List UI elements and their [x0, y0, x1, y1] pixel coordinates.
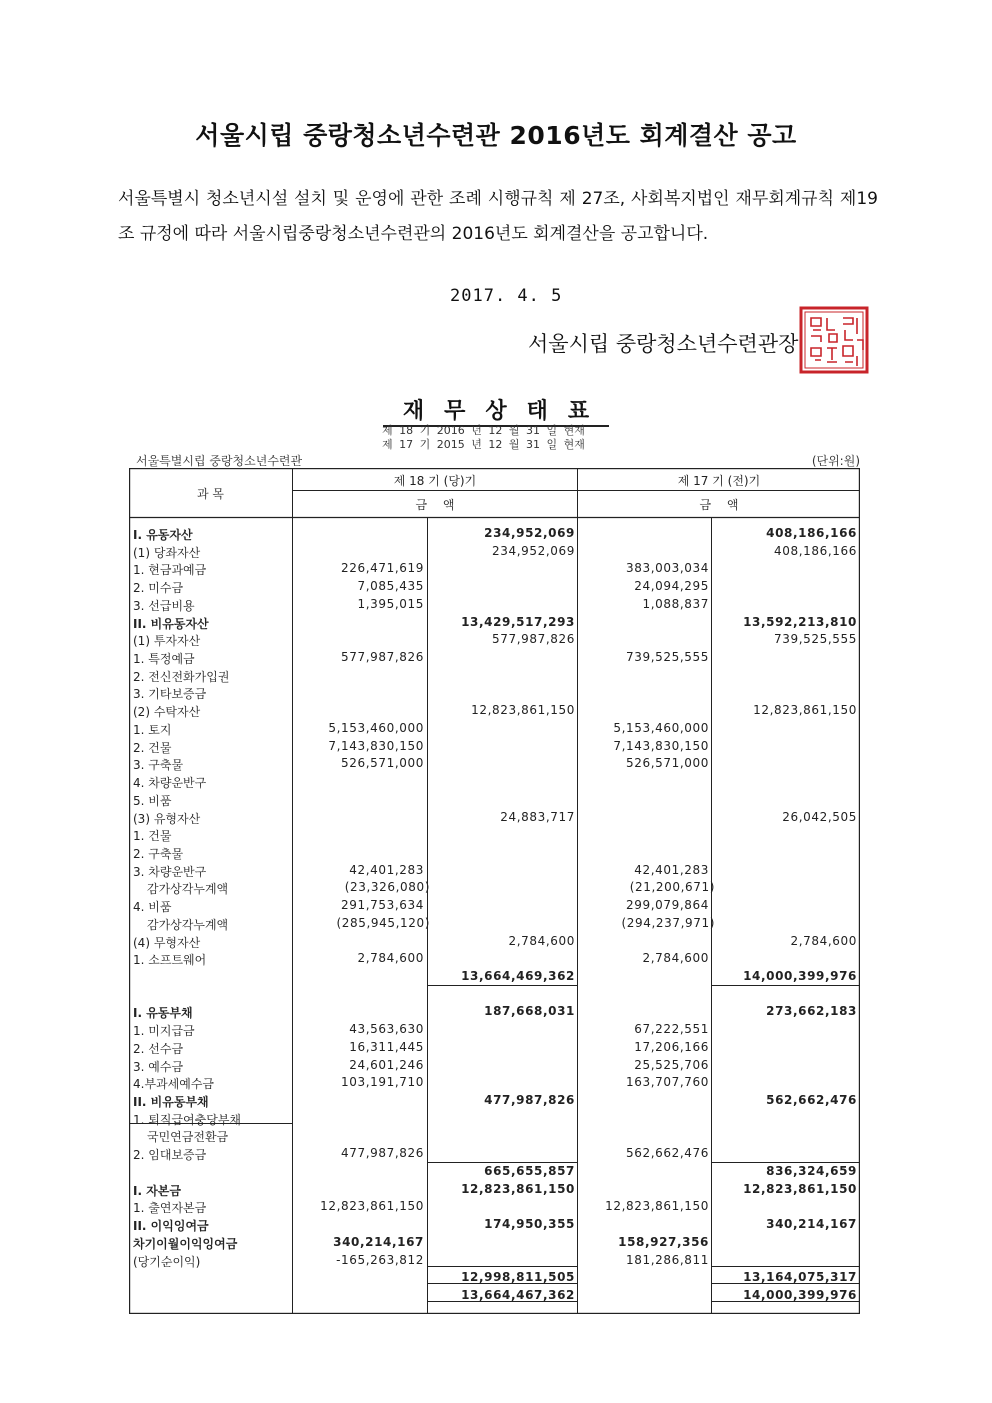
account-label: 4. 차량운반구 [133, 776, 207, 791]
table-row [129, 1110, 860, 1128]
table-row [129, 1216, 860, 1234]
current-detail-amount: 16,311,445 [349, 1039, 424, 1054]
current-detail-amount: (23,326,080) [344, 880, 430, 895]
table-row [129, 560, 860, 578]
current-total-amount: 12,823,861,150 [471, 703, 575, 718]
current-detail-amount: 340,214,167 [333, 1234, 424, 1249]
previous-total-amount: 408,186,166 [766, 526, 857, 540]
period-previous: 제 17 기 2015 년 12 월 31 일 현재 [382, 438, 585, 451]
current-detail-amount: 226,471,619 [341, 561, 424, 576]
account-label: 3. 선급비용 [133, 598, 195, 613]
table-row [129, 809, 860, 827]
previous-total-amount: 408,186,166 [774, 543, 857, 558]
current-total-amount: 234,952,069 [484, 526, 575, 540]
period-current: 제 18 기 2016 년 12 월 31 일 현재 [382, 424, 585, 437]
issuer-name: 서울시립 중랑청소년수련관장 [528, 332, 799, 356]
account-label: 3. 기타보증금 [133, 687, 207, 702]
current-total-amount: 12,998,811,505 [461, 1270, 575, 1285]
current-detail-amount: 1,395,015 [357, 596, 424, 611]
previous-detail-amount: (21,200,671) [629, 880, 715, 895]
account-label: 1. 특정예금 [133, 652, 195, 667]
table-row [129, 1234, 860, 1252]
account-label: (3) 유형자산 [133, 811, 201, 826]
current-total-amount: 12,823,861,150 [461, 1181, 575, 1196]
current-detail-amount: (285,945,120) [336, 915, 430, 930]
previous-detail-amount: 7,143,830,150 [613, 738, 709, 753]
account-label: 1. 미지급금 [133, 1024, 195, 1039]
previous-total-amount: 13,164,075,317 [743, 1270, 857, 1285]
total-row [129, 1287, 860, 1305]
header-current-period: 제 18 기 (당)기 [393, 474, 477, 488]
account-label: 2. 건물 [133, 740, 172, 755]
table-row [129, 667, 860, 685]
current-total-amount: 2,784,600 [508, 933, 575, 948]
total-row [129, 968, 860, 986]
previous-total-amount: 836,324,659 [766, 1163, 857, 1178]
account-label: 차기이월이익잉여금 [133, 1236, 238, 1251]
table-row [129, 1145, 860, 1163]
previous-total-amount: 14,000,399,976 [743, 1287, 857, 1302]
account-label: 국민연금전환금 [147, 1130, 229, 1145]
account-label: 1. 토지 [133, 722, 172, 737]
account-label: 2. 선수금 [133, 1041, 184, 1056]
account-label: (당기순이익) [133, 1254, 201, 1269]
current-detail-amount: 24,601,246 [349, 1057, 424, 1072]
table-row [129, 791, 860, 809]
current-detail-amount: 577,987,826 [341, 650, 424, 665]
account-label: I. 자본금 [133, 1183, 181, 1198]
table-row [129, 826, 860, 844]
current-detail-amount: 42,401,283 [349, 862, 424, 877]
header-account: 과 목 [197, 487, 224, 501]
current-detail-amount: 5,153,460,000 [328, 720, 424, 735]
account-label: 1. 현금과예금 [133, 563, 207, 578]
notice-date: 2017. 4. 5 [450, 286, 563, 306]
table-row [129, 915, 860, 933]
account-label: I. 유동자산 [133, 528, 193, 542]
previous-detail-amount: 5,153,460,000 [613, 720, 709, 735]
account-label: 감가상각누계액 [147, 917, 229, 932]
previous-detail-amount: 12,823,861,150 [605, 1199, 709, 1214]
account-label: (2) 수탁자산 [133, 705, 201, 720]
previous-detail-amount: (294,237,971) [621, 915, 715, 930]
organization-name: 서울특별시립 중랑청소년수련관 [136, 454, 303, 468]
current-detail-amount: 2,784,600 [357, 951, 424, 966]
table-row [129, 1198, 860, 1216]
previous-total-amount: 12,823,861,150 [743, 1181, 857, 1196]
table-row [129, 631, 860, 649]
balance-sheet-table [129, 468, 860, 1314]
account-label: (1) 투자자산 [133, 634, 201, 649]
current-detail-amount: 43,563,630 [349, 1022, 424, 1037]
account-label: II. 비유동자산 [133, 616, 209, 631]
current-detail-amount: 526,571,000 [341, 756, 424, 771]
account-label: (1) 당좌자산 [133, 545, 201, 560]
current-total-amount: 577,987,826 [492, 632, 575, 647]
current-detail-amount: 291,753,634 [341, 898, 424, 913]
table-row [129, 879, 860, 897]
table-row [129, 755, 860, 773]
previous-detail-amount: 299,079,864 [626, 898, 709, 913]
previous-detail-amount: 158,927,356 [618, 1234, 709, 1249]
current-detail-amount: 12,823,861,150 [320, 1199, 424, 1214]
account-label: 3. 예수금 [133, 1059, 184, 1074]
account-label: 2. 임대보증금 [133, 1148, 207, 1163]
previous-detail-amount: 2,784,600 [642, 951, 709, 966]
table-row [129, 578, 860, 596]
current-total-amount: 13,664,467,362 [461, 1287, 575, 1302]
previous-total-amount: 562,662,476 [766, 1093, 857, 1108]
account-label: 1. 소프트웨어 [133, 953, 207, 968]
previous-detail-amount: 17,206,166 [634, 1039, 709, 1054]
table-row [129, 1021, 860, 1039]
previous-detail-amount: 25,525,706 [634, 1057, 709, 1072]
header-previous-period: 제 17 기 (전)기 [677, 474, 761, 488]
previous-total-amount: 340,214,167 [766, 1217, 857, 1232]
table-row [129, 738, 860, 756]
account-label: 4. 비품 [133, 900, 172, 915]
previous-total-amount: 12,823,861,150 [753, 703, 857, 718]
total-row [129, 1163, 860, 1181]
table-row [129, 773, 860, 791]
account-label: 3. 차량운반구 [133, 864, 207, 879]
table-row [129, 1003, 860, 1021]
notice-title: 서울시립 중랑청소년수련관 2016년도 회계결산 공고 [195, 121, 797, 150]
previous-detail-amount: 739,525,555 [626, 650, 709, 665]
current-detail-amount: 7,143,830,150 [328, 738, 424, 753]
current-total-amount: 477,987,826 [484, 1093, 575, 1108]
previous-total-amount: 273,662,183 [766, 1004, 857, 1019]
account-label: 1. 퇴직급여충당부채 [133, 1112, 242, 1127]
account-label: 1. 건물 [133, 829, 172, 844]
table-row [129, 897, 860, 915]
table-row [129, 1252, 860, 1270]
previous-total-amount: 26,042,505 [782, 809, 857, 824]
current-total-amount: 174,950,355 [484, 1217, 575, 1232]
account-label: 2. 미수금 [133, 581, 184, 596]
previous-total-amount: 13,592,213,810 [743, 614, 857, 629]
account-label: (4) 무형자산 [133, 935, 201, 950]
table-row [129, 614, 860, 632]
current-total-amount: 234,952,069 [492, 543, 575, 558]
table-row [129, 933, 860, 951]
account-label: 감가상각누계액 [147, 882, 229, 897]
table-row [129, 702, 860, 720]
table-row [129, 1039, 860, 1057]
official-seal-icon [799, 306, 869, 374]
account-label: I. 유동부채 [133, 1006, 193, 1021]
current-total-amount: 187,668,031 [484, 1004, 575, 1019]
table-row [129, 596, 860, 614]
account-label: II. 이익잉여금 [133, 1219, 209, 1234]
table-row [129, 844, 860, 862]
previous-detail-amount: 181,286,811 [626, 1252, 709, 1267]
current-total-amount: 13,429,517,293 [461, 614, 575, 629]
table-row [129, 1181, 860, 1199]
table-row [129, 1057, 860, 1075]
header-amount-previous: 금 액 [699, 498, 739, 512]
previous-detail-amount: 526,571,000 [626, 756, 709, 771]
unit-label: (단위:원) [811, 454, 860, 468]
previous-detail-amount: 1,088,837 [642, 596, 709, 611]
previous-total-amount: 14,000,399,976 [743, 969, 857, 983]
current-total-amount: 665,655,857 [484, 1163, 575, 1178]
header-amount-current: 금 액 [415, 498, 455, 512]
table-row [129, 684, 860, 702]
table-row [129, 720, 860, 738]
current-detail-amount: 7,085,435 [357, 579, 424, 594]
previous-detail-amount: 163,707,760 [626, 1075, 709, 1090]
previous-total-amount: 739,525,555 [774, 632, 857, 647]
table-row [129, 862, 860, 880]
account-label: 2. 전신전화가입권 [133, 669, 230, 684]
table-row [129, 1092, 860, 1110]
account-label: 2. 구축물 [133, 846, 184, 861]
previous-detail-amount: 383,003,034 [626, 561, 709, 576]
statement-title: 재무상태표 [0, 394, 992, 425]
table-row [129, 986, 860, 1004]
table-row [129, 1127, 860, 1145]
table-row [129, 1074, 860, 1092]
current-detail-amount: -165,263,812 [336, 1252, 424, 1267]
previous-detail-amount: 42,401,283 [634, 862, 709, 877]
current-detail-amount: 103,191,710 [341, 1075, 424, 1090]
account-label: 1. 출연자본금 [133, 1201, 207, 1216]
notice-paragraph: 서울특별시 청소년시설 설치 및 운영에 관한 조례 시행규칙 제 27조, 사회복지법인 재무회계규칙 제19조 규정에 따라 서울시립중랑청소년수련관의 2016년도 회계결산을 공고합니다. [118, 189, 878, 244]
account-label: 4.부과세예수금 [133, 1077, 215, 1092]
current-detail-amount: 477,987,826 [341, 1146, 424, 1161]
previous-detail-amount: 562,662,476 [626, 1146, 709, 1161]
account-label: 3. 구축물 [133, 758, 184, 773]
current-total-amount: 13,664,469,362 [461, 969, 575, 983]
previous-total-amount: 2,784,600 [790, 933, 857, 948]
table-row [129, 950, 860, 968]
table-row [129, 649, 860, 667]
table-row [129, 543, 860, 561]
previous-detail-amount: 24,094,295 [634, 579, 709, 594]
table-row [129, 525, 860, 543]
total-row [129, 1269, 860, 1287]
previous-detail-amount: 67,222,551 [634, 1022, 709, 1037]
account-label: 5. 비품 [133, 793, 172, 808]
account-label: II. 비유동부채 [133, 1095, 209, 1110]
current-total-amount: 24,883,717 [500, 809, 575, 824]
